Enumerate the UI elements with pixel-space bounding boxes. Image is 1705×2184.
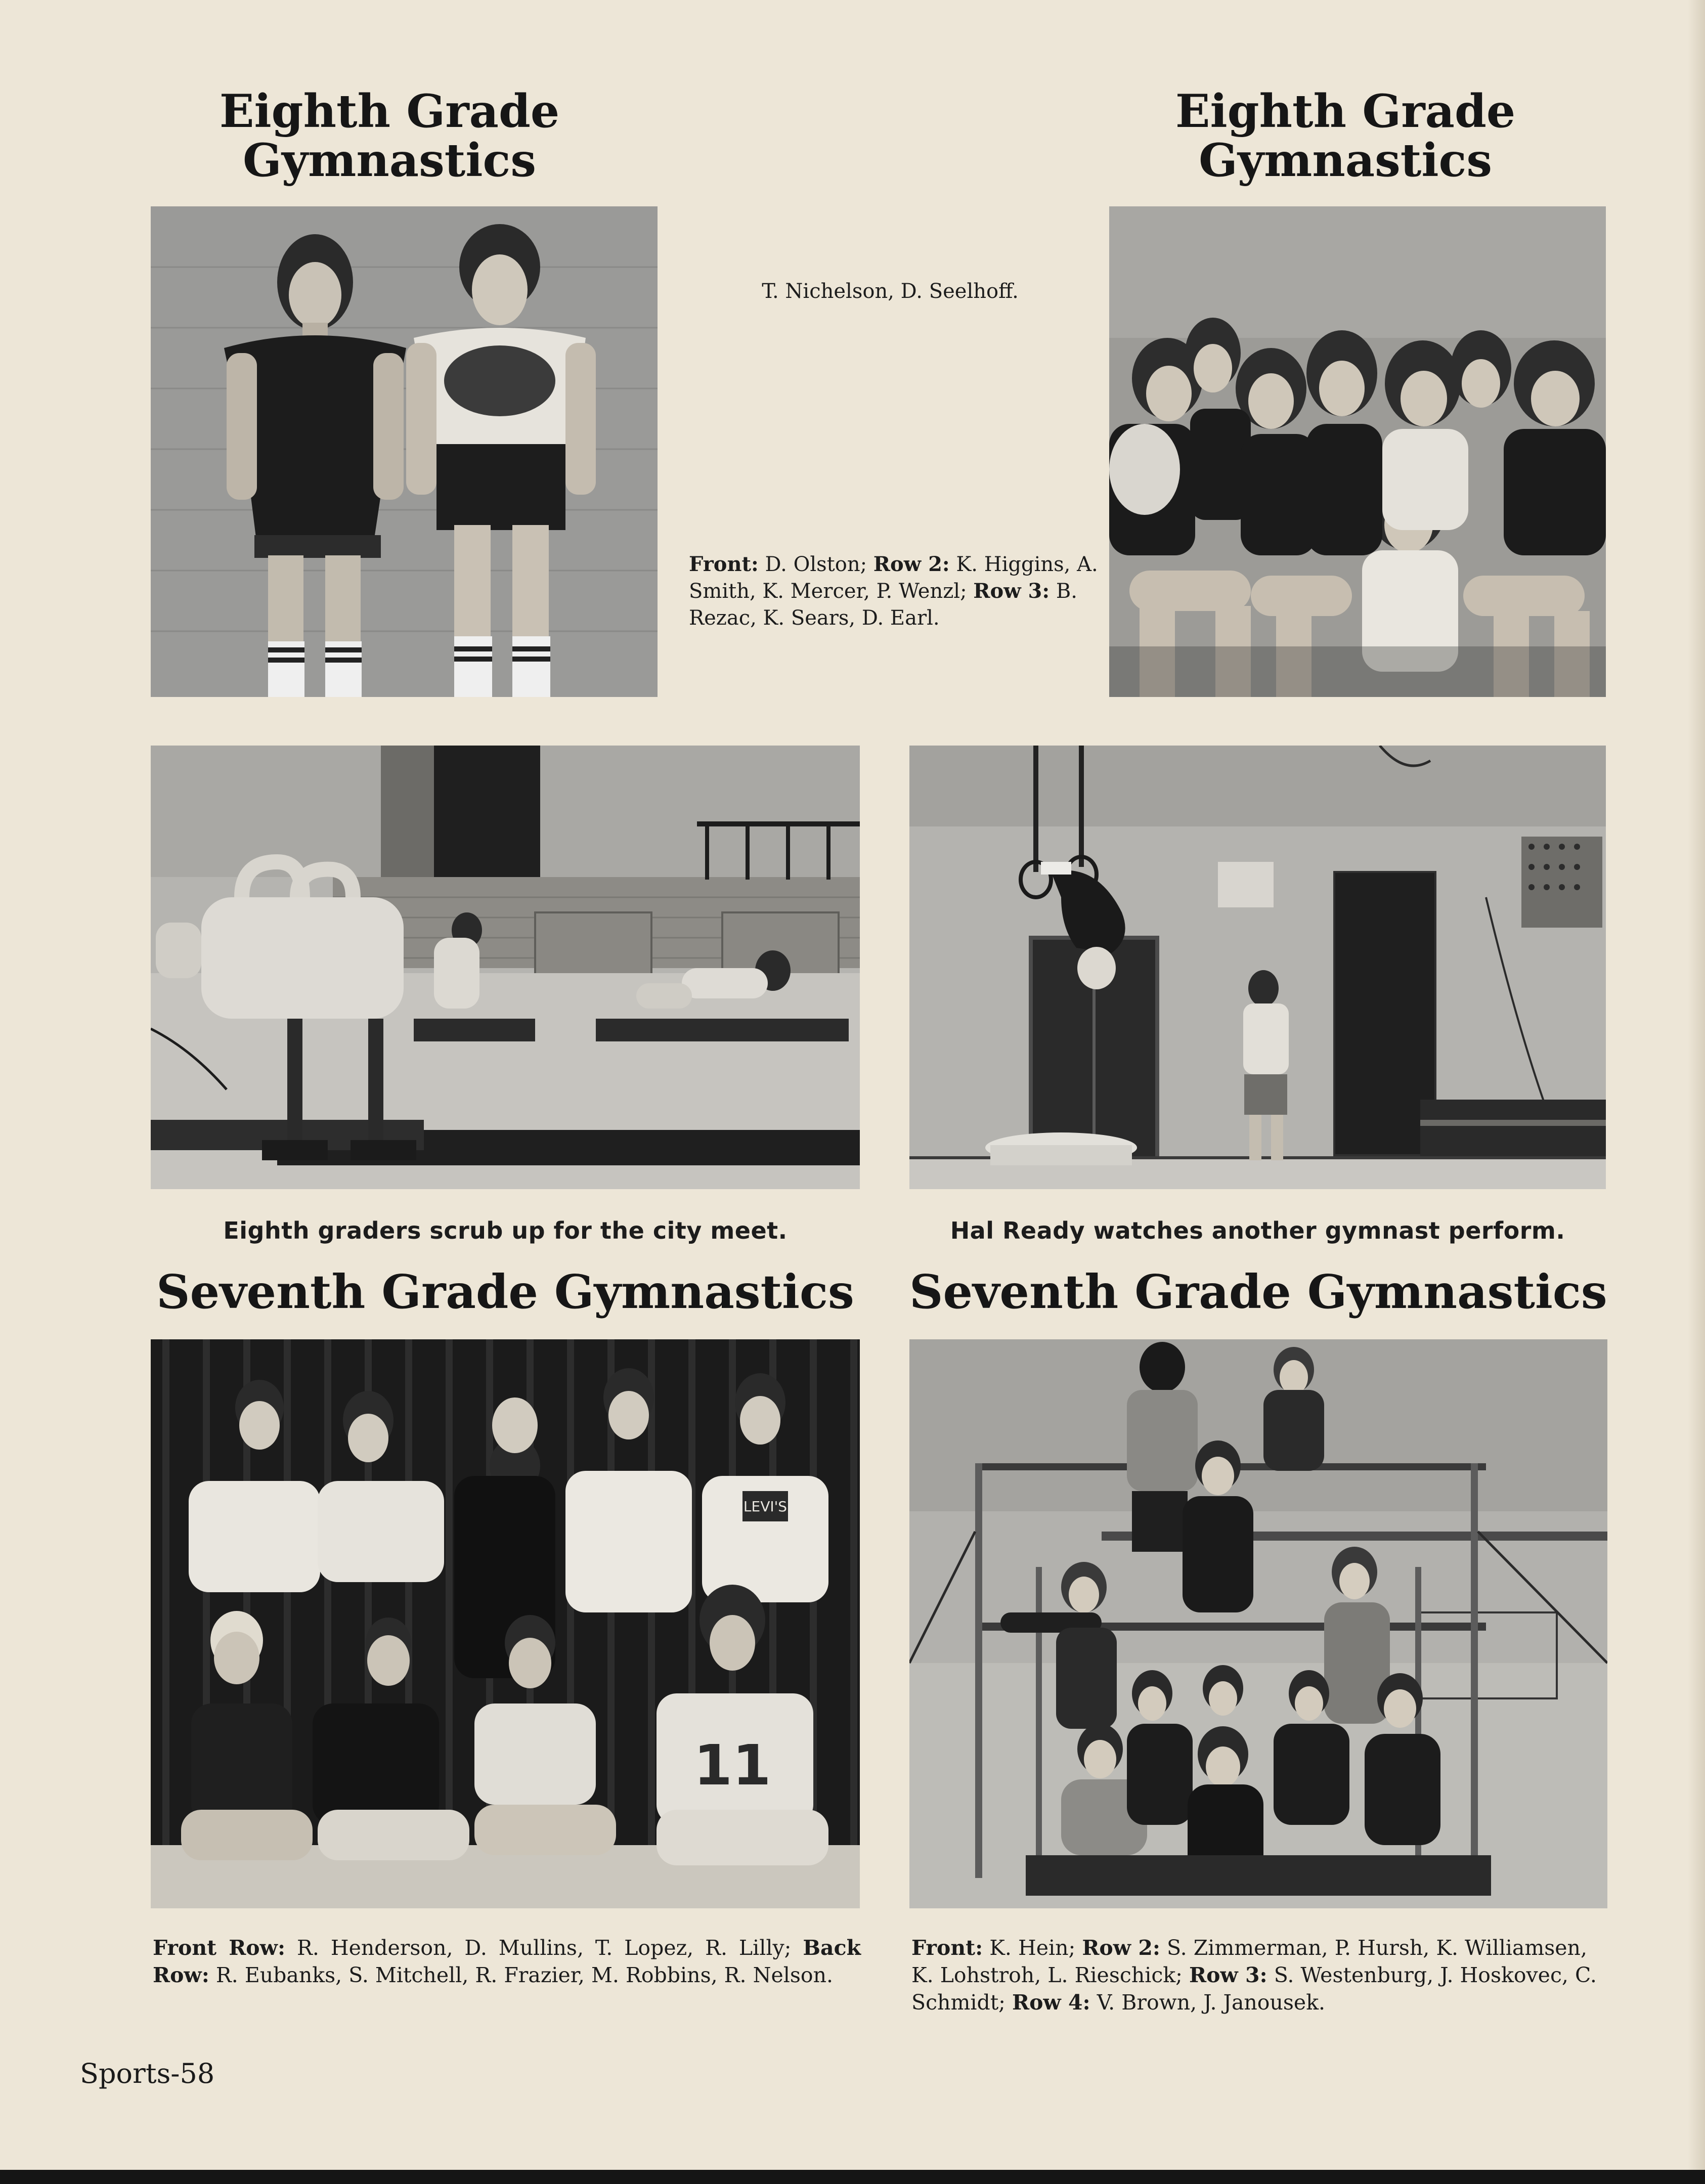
heading-eighth-grade-right xyxy=(1148,84,1543,188)
heading-line-2: Gymnastics xyxy=(242,134,537,188)
caption-label: Front: xyxy=(689,552,759,576)
caption-hal-ready: Hal Ready watches another gymnast perform. xyxy=(950,1217,1565,1244)
heading-eighth-grade-left xyxy=(192,84,587,188)
photo-seventh-grade-girls xyxy=(909,1339,1607,1908)
caption-pair-names: T. Nichelson, D. Seelhoff. xyxy=(762,280,1019,303)
page-bottom-edge xyxy=(0,2170,1705,2184)
caption-text: K. Higgins, A. Smith, K. Mercer, P. Wenzl; xyxy=(689,553,1098,603)
caption-label: Row 2: xyxy=(873,552,950,576)
caption-label: Row 3: xyxy=(973,579,1050,603)
photo-group-art xyxy=(1109,206,1606,697)
caption-text: V. Brown, J. Janousek. xyxy=(1090,1990,1326,2015)
caption-seventh-boys xyxy=(153,1934,861,1989)
heading-line-1: Eighth Grade xyxy=(1175,84,1516,138)
heading-seventh-grade-right: Seventh Grade Gymnastics xyxy=(909,1264,1607,1319)
caption-label: Row 3: xyxy=(1189,1963,1267,1988)
caption-text: S. Zimmerman, P. Hursh, K. Williamsen, K. Lohstroh, L. Rieschick; xyxy=(911,1936,1587,1988)
photo-eighth-grade-group xyxy=(1109,206,1606,697)
caption-text: S. Westenburg, J. Hoskovec, C. Schmidt; xyxy=(911,1963,1597,2015)
heading-line-1: Eighth Grade xyxy=(219,84,560,138)
photo-seventh-grade-boys xyxy=(151,1339,860,1908)
caption-label: Front: xyxy=(911,1936,983,1960)
caption-text: D. Olston; xyxy=(758,553,873,576)
photo-pair-art xyxy=(151,206,658,697)
photo-girls-art xyxy=(909,1339,1607,1908)
heading-seventh-grade-left: Seventh Grade Gymnastics xyxy=(156,1264,854,1319)
caption-text: K. Hein; xyxy=(983,1936,1082,1960)
caption-label: Front Row: xyxy=(153,1936,286,1960)
photo-rings-art xyxy=(909,746,1606,1189)
jersey-number-text: 11 xyxy=(693,1733,771,1798)
caption-label: Back Row: xyxy=(153,1936,861,1988)
photo-boys-art xyxy=(151,1339,860,1908)
photo-pommel-horse-gym xyxy=(151,746,860,1189)
caption-text: R. Eubanks, S. Mitchell, R. Frazier, M. Robbins, R. Nelson. xyxy=(209,1963,834,1988)
caption-label: Row 4: xyxy=(1012,1990,1090,2015)
heading-line-2: Gymnastics xyxy=(1198,134,1493,188)
caption-seventh-girls xyxy=(911,1934,1609,2016)
caption-eighth-group xyxy=(689,551,1099,631)
photo-rings-gymnast xyxy=(909,746,1606,1189)
photo-gym-art xyxy=(151,746,860,1189)
caption-text: B. Rezac, K. Sears, D. Earl. xyxy=(689,579,1077,630)
caption-scrub-up: Eighth graders scrub up for the city meet. xyxy=(223,1217,788,1244)
caption-label: Row 2: xyxy=(1082,1936,1160,1960)
photo-pair-standing xyxy=(151,206,658,697)
caption-text: R. Henderson, D. Mullins, T. Lopez, R. Lilly; xyxy=(285,1936,803,1960)
page-folio: Sports-58 xyxy=(80,2058,215,2089)
page-right-edge-shadow xyxy=(1688,0,1705,2184)
shirt-logo-text: LEVI'S xyxy=(743,1498,788,1515)
